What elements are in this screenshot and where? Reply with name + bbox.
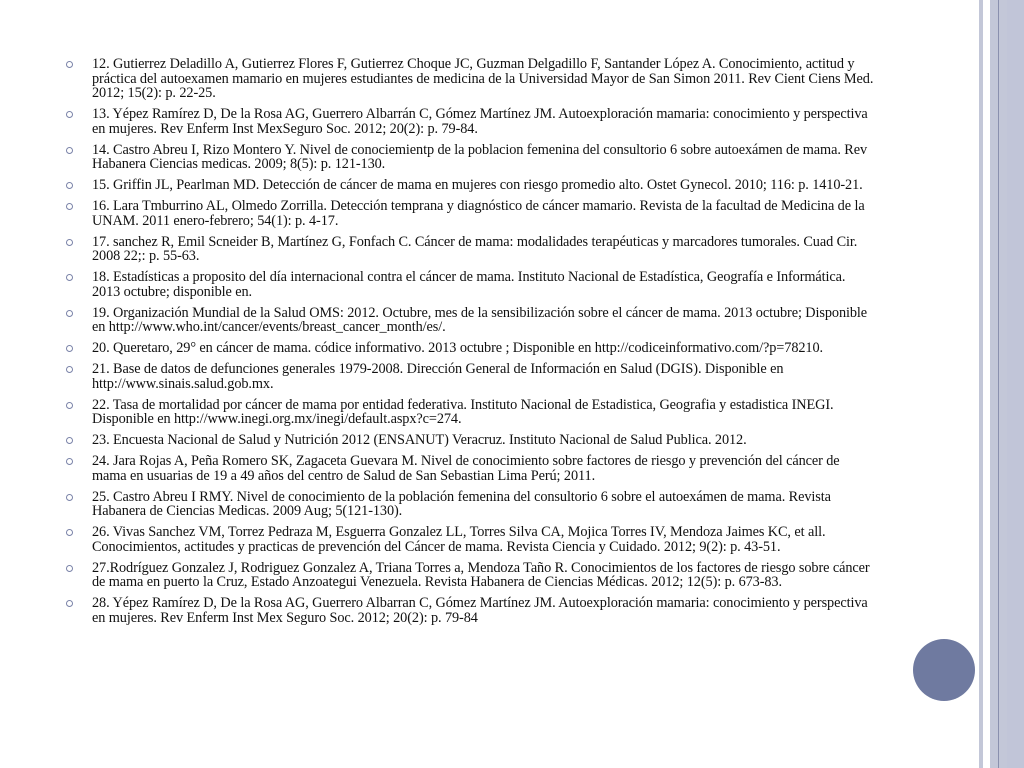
reference-text: 12. Gutierrez Deladillo A, Gutierrez Flores F, Gutierrez Choque JC, Guzman Delgadillo F, Santander López A. Conocimiento, actitud y práctica del autoexamen mamario en mujeres estudiantes de medicina de la Universidad Mayor de San Simon 2011. Rev Cient Ciens Med. 2012; 15(2): p. 22-25. (92, 56, 874, 101)
bullet-icon (66, 274, 73, 281)
reference-item (66, 235, 876, 264)
reference-text: 28. Yépez Ramírez D, De la Rosa AG, Guerrero Albarran C, Gómez Martínez JM. Autoexploración mamaria: conocimiento y perspectiva en mujeres. Rev Enferm Inst Mex Seguro Soc. 2012; 20(2): p. 79-84 (92, 595, 868, 626)
bullet-icon (66, 494, 73, 501)
stripe (1007, 0, 1024, 768)
reference-item (66, 454, 876, 483)
bullet-icon (66, 182, 73, 189)
bullet-icon (66, 310, 73, 317)
reference-item (66, 178, 876, 193)
reference-text: 25. Castro Abreu I RMY. Nivel de conocimiento de la población femenina del consultorio 6 sobre el autoexámen de mama. Revista Habanera de Ciencias Medicas. 2009 Aug; 5(121-130). (92, 488, 831, 519)
reference-text: 15. Griffin JL, Pearlman MD. Detección de cáncer de mama en mujeres con riesgo promedio alto. Ostet Gynecol. 2010; 116: p. 1410-21. (92, 177, 863, 193)
reference-item (66, 107, 876, 136)
reference-text: 13. Yépez Ramírez D, De la Rosa AG, Guerrero Albarrán C, Gómez Martínez JM. Autoexploración mamaria: conocimiento y perspectiva en mujeres. Rev Enferm Inst MexSeguro Soc. 2012; 20(2): p. 79-84. (92, 106, 868, 137)
reference-item (66, 199, 876, 228)
bullet-icon (66, 458, 73, 465)
reference-text: 24. Jara Rojas A, Peña Romero SK, Zagaceta Guevara M. Nivel de conocimiento sobre factores de riesgo y prevención del cáncer de mama en usuarias de 19 a 49 años del centro de Salud de San Sebastian Lima Perú; 2011. (92, 453, 840, 484)
bullet-icon (66, 529, 73, 536)
reference-text: 20. Queretaro, 29° en cáncer de mama. códice informativo. 2013 octubre ; Disponible en http://codiceinformativo.com/?p=78210. (92, 340, 823, 356)
reference-text: 16. Lara Tmburrino AL, Olmedo Zorrilla. Detección temprana y diagnóstico de cáncer mamario. Revista de la facultad de Medicina de la UNAM. 2011 enero-febrero; 54(1): p. 4-17. (92, 198, 865, 229)
reference-item (66, 143, 876, 172)
bullet-icon (66, 565, 73, 572)
reference-item (66, 490, 876, 519)
bullet-icon (66, 600, 73, 607)
reference-list (66, 57, 876, 632)
reference-text: 17. sanchez R, Emil Scneider B, Martínez G, Fonfach C. Cáncer de mama: modalidades terapéuticas y marcadores tumorales. Cuad Cir. 2008 22;: p. 55-63. (92, 233, 858, 264)
reference-item (66, 57, 876, 101)
reference-item (66, 306, 876, 335)
bullet-icon (66, 437, 73, 444)
reference-text: 22. Tasa de mortalidad por cáncer de mama por entidad federativa. Instituto Nacional de Estadistica, Geografia y estadistica INEGI. Disponible en http://www.inegi.org.mx/inegi/default.aspx?c=274. (92, 396, 834, 427)
reference-text: 19. Organización Mundial de la Salud OMS: 2012. Octubre, mes de la sensibilización sobre el cáncer de mama. 2013 octubre; Disponible en http://www.who.int/cancer/events/breast_cancer_month/es/. (92, 304, 868, 335)
bullet-icon (66, 239, 73, 246)
bullet-icon (66, 345, 73, 352)
decorative-circle (913, 639, 975, 701)
reference-text: 26. Vivas Sanchez VM, Torrez Pedraza M, Esguerra Gonzalez LL, Torres Silva CA, Mojica Torres IV, Mendoza Jaimes KC, et all. Conocimientos, actitudes y practicas de prevención del Cáncer de mama. Revista Ciencia y Cuidado. 2012; 9(2): p. 43-51. (92, 524, 826, 555)
reference-text: 27.Rodríguez Gonzalez J, Rodriguez Gonzalez A, Triana Torres a, Mendoza Taño R. Conocimientos de los factores de riesgo sobre cáncer de mama en puerto la Cruz, Estado Anzoategui Venezuela. Revista Habanera de Ciencias Médicas. 2012; 12(5): p. 673-83. (92, 559, 870, 590)
bullet-icon (66, 402, 73, 409)
bullet-icon (66, 203, 73, 210)
reference-item (66, 341, 876, 356)
reference-item (66, 362, 876, 391)
bullet-icon (66, 61, 73, 68)
bullet-icon (66, 366, 73, 373)
stripe (999, 0, 1007, 768)
reference-text: 18. Estadísticas a proposito del día internacional contra el cáncer de mama. Instituto Nacional de Estadística, Geografía e Informática. 2013 octubre; disponible en. (92, 269, 846, 300)
reference-item (66, 596, 876, 625)
bullet-icon (66, 147, 73, 154)
reference-text: 23. Encuesta Nacional de Salud y Nutrición 2012 (ENSANUT) Veracruz. Instituto Nacional de Salud Publica. 2012. (92, 432, 747, 448)
reference-item (66, 398, 876, 427)
reference-item (66, 433, 876, 448)
reference-item (66, 270, 876, 299)
reference-item (66, 561, 876, 590)
bullet-icon (66, 111, 73, 118)
reference-text: 21. Base de datos de defunciones generales 1979-2008. Dirección General de Información en Salud (DGIS). Disponible en http://www.sinais.salud.gob.mx. (92, 361, 784, 392)
stripe (990, 0, 998, 768)
stripe (979, 0, 983, 768)
reference-text: 14. Castro Abreu I, Rizo Montero Y. Nivel de conociemientp de la poblacion femenina del consultorio 6 sobre autoexámen de mama. Rev Habanera Ciencias medicas. 2009; 8(5): p. 121-130. (92, 141, 868, 172)
reference-item (66, 525, 876, 554)
